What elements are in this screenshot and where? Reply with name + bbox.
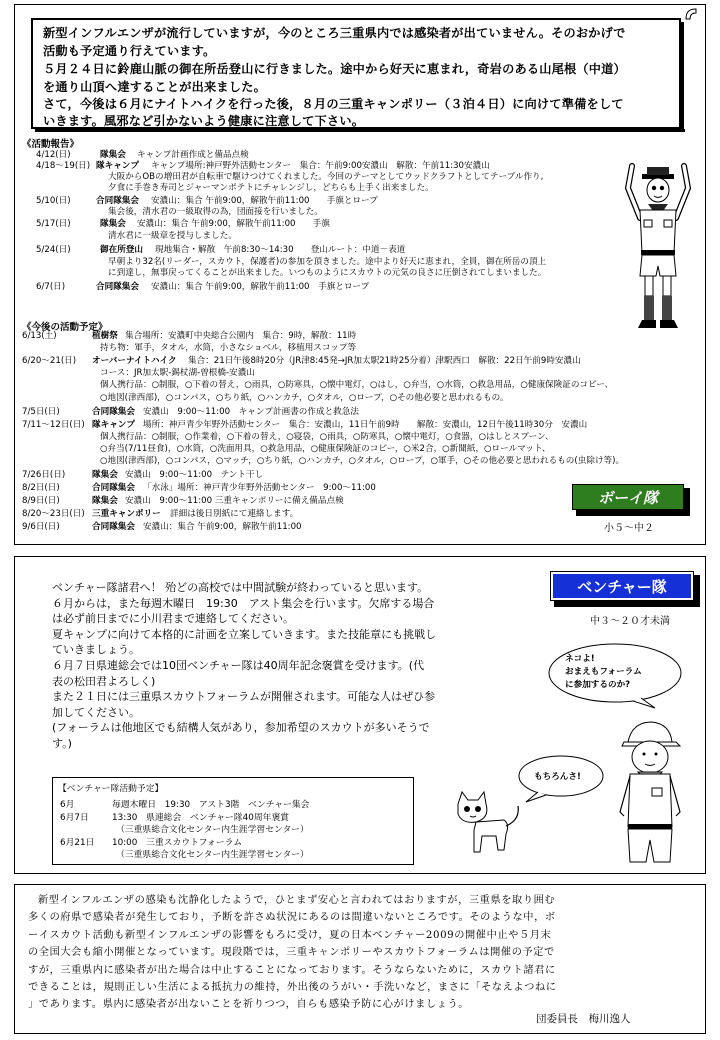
plan-event: 植樹祭 [92, 331, 118, 341]
plan-detail: 「水泳」場所：神戸青少年野外活動センター 9:00～11:00 [143, 483, 376, 493]
plan-event: 隊集会 [92, 470, 118, 480]
plan-detail: 安濃山 9:00～11:00 三重キャンポリーに備え備品点検 [125, 496, 344, 506]
plan-event: 隊集会 [92, 496, 118, 506]
bottom-line: 」であります。県内に感染者が出ないことを祈りつつ，自らも感染予防に心がけましょう。 [28, 999, 470, 1011]
report-event: 隊集会 [100, 150, 126, 160]
question-bubble-line: に参加するのか? [565, 680, 631, 690]
report-detail: 安濃山：集合 午前9:00，解散午前11:00 手旗とロープ [151, 282, 370, 292]
cat-illustration [448, 790, 526, 864]
notice-line: ５月２４日に鈴鹿山脈の御在所岳登山に行きました。途中から好天に恵まれ，奇岩のある山尾根（中道） [43, 62, 626, 76]
boy-scout-title-plate [572, 484, 684, 510]
report-date: 4/12(日) [36, 150, 71, 160]
venture-schedule-date: 6月21日 [60, 837, 95, 848]
plan-event: 合同隊集会 [92, 407, 135, 417]
bottom-line: 多くの府県で感染者が発生しており，予断を許さぬ状況にあるのは間違いないところです。そのような中，ボ [28, 912, 556, 924]
report-detail: キャンプ場所:神戸野外活動センター 集合：午前9:00安濃山 解散：午前11:30安濃山 [151, 161, 490, 171]
venture-line: す。) [52, 737, 72, 750]
venture-line: 夏キャンプに向けて本格的に計画を立案していきます。また技能章にも挑戦し [52, 627, 437, 641]
venture-line: ベンチャー隊諸君へ！ 殆どの高校では中間試験が終わっていると思います。 [52, 581, 429, 594]
report-detail: 安濃山：集合 午前9:00，解散午前11:00 手旗とロープ [151, 196, 378, 206]
plan-detail: 安濃山 9:00～11:00 キャンプ計画書の作成と救急法 [143, 407, 359, 417]
report-detail: 夕食に手巻き寿司とジャーマンポテトにチャレンジし，どちらも上手く出来ました。 [108, 183, 434, 193]
report-event: 隊キャンプ [96, 161, 139, 171]
report-event: 隊集会 [100, 219, 126, 229]
notice-line: を通り山頂へ達することが出来ました。 [43, 80, 266, 94]
venture-line: 加してください。 [52, 705, 140, 719]
venture-schedule-date: 6月 [60, 800, 75, 810]
plan-detail: 個人携行品：○制服，○作業着，○下着の替え，○寝袋，○雨具，○防寒具，○懐中電灯，○食器，○はしとスプーン、 [100, 432, 554, 442]
report-detail: 早朝より32名(リーダー，スカウト，保護者)の参加を頂きました。途中より好天に恵まれ，全員，御在所岳の頂上 [108, 257, 547, 267]
notice-box [31, 18, 681, 129]
report-date: 5/10(日) [36, 196, 71, 206]
plan-detail: 持ち物：軍手，タオル，水筒，小さなショベル，移植用スコップ等 [100, 343, 357, 353]
venture-ages: 中３～２０才未満 [590, 616, 670, 627]
report-date: 6/7(日) [36, 282, 66, 292]
question-bubble-line: ネコよ! [565, 654, 595, 664]
venture-schedule-date: 6月7日 [60, 812, 89, 823]
signature: 団委員長 梅川逸人 [536, 1013, 631, 1025]
bottom-line: すが，三重県内に感染者が出た場合は中止することになっております。そうならないために，スカウト諸君に [28, 964, 556, 976]
bottom-line: 新型インフルエンザの感染も沈静化したようで，ひとまず安心と言われてはおりますが，三重県を取り囲む [38, 895, 556, 906]
plan-date: 6/20～21(日) [22, 356, 77, 366]
plan-date: 7/26日(日) [22, 470, 66, 480]
venture-schedule-detail: 10:00 三重スカウトフォーラム [112, 837, 243, 848]
venture-title-plate [550, 571, 694, 601]
plan-date: 9/6日(日) [22, 522, 60, 532]
plan-detail: ○地図(津西部)，○コンパス，○ちり紙，○ハンカチ，○タオル，○ロープ，○その他必要と思われるもの。 [100, 393, 509, 403]
report-detail: に到達し，無事戻ってくることが出来ました。いつものようにスカウトの元気の良さに圧倒されてしまいました。 [108, 268, 547, 278]
venture-scout-illustration [600, 712, 700, 876]
answer-bubble-text: もちろんさ! [534, 772, 581, 782]
venture-schedule-detail: （三重県総合文化センター内生涯学習センター） [116, 825, 309, 836]
venture-line: は必ず前日までに小川君まで連絡してください。 [52, 612, 294, 626]
plan-event: オーバーナイトハイク [92, 356, 177, 366]
report-date: 4/18～19(日) [36, 161, 91, 171]
plan-header: 《今後の活動予定》 [22, 322, 108, 333]
boy-scout-badge [572, 484, 688, 514]
plan-detail: ○地図(津西部)，○コンパス，○マッチ，○ちり紙，○ハンカチ，○タオル，○ロープ，○軍手，○その他必要と思われるもの(虫除け等)。 [100, 456, 625, 466]
report-detail: 清水君に一級章を授与しました。 [108, 231, 237, 241]
plan-detail: ○弁当(7/11昼食)，○水筒，○洗面用具，○救急用品，○健康保険証のコピー，○米2合，○新聞紙，○ロールマット、 [100, 444, 551, 454]
report-date: 5/24(日) [36, 245, 71, 255]
report-event: 合同隊集会 [96, 196, 139, 206]
plan-date: 7/5日(日) [22, 407, 60, 417]
bottom-line: の全国大会も縮小開催となっています。現段階では，三重キャンポリーやスカウトフォーラムは開催の予定で [28, 947, 555, 959]
venture-line: (フォーラムは他地区でも結構人気があり，参加希望のスカウトが多いそうで [52, 721, 430, 735]
plan-detail: 安濃山 9:00～11:00 テント干し [125, 470, 264, 480]
plan-date: 7/11～12日(日) [22, 420, 85, 430]
plan-detail: 安濃山：集合 午前9:00，解散午前11:00 [143, 522, 302, 532]
venture-line: また２１日には三重県スカウトフォーラムが開催されます。可能な人はぜひ参 [52, 690, 436, 704]
plan-date: 6/13(土) [22, 331, 57, 341]
report-detail: キャンプ計画作成と備品点検 [137, 150, 249, 160]
venture-schedule-detail: 毎週木曜日 19:30 アスト3階 ベンチャー集会 [112, 800, 310, 810]
venture-line: 表の松田君よろしく) [52, 674, 156, 688]
plan-event: 隊キャンプ [92, 420, 135, 430]
venture-schedule-detail: （三重県総合文化センター内生涯学習センター） [116, 850, 309, 861]
venture-schedule-header: 【ベンチャー隊活動予定】 [58, 784, 164, 794]
boy-scout-illustration [618, 158, 698, 342]
notice-box-shadow [681, 22, 684, 132]
report-detail: 安濃山：集合 午前9:00，解散午前11:00 手旗 [137, 219, 330, 229]
plan-detail: 集合：21日午後8時20分（JR津8:45発→JR加太駅21時25分着）津駅西口 解散：22日午前9時安濃山 [188, 356, 581, 366]
question-bubble-line: おまえもフォーラム [565, 667, 642, 677]
notice-line: いきます。風邪など引かないよう健康に注意して下さい。 [43, 114, 365, 128]
report-event: 合同隊集会 [96, 282, 139, 292]
plan-detail: 場所：神戸青少年野外活動センター 集合：安濃山，11日午前9時 解散：安濃山，12日午後11時30分 安濃山 [143, 420, 588, 430]
notice-line: さて，今後は６月にナイトハイクを行った後，８月の三重キャンポリー（３泊４日）に向けて準備をして [43, 97, 624, 111]
plan-event: 合同隊集会 [92, 522, 135, 532]
venture-line: ６月７日県連総会では10団ベンチャー隊は40周年記念褒賞を受けます。(代 [52, 659, 425, 672]
plan-detail: 詳細は後日別紙にて連絡します。 [170, 509, 299, 519]
report-date: 5/17(日) [36, 219, 71, 229]
venture-title-inner [553, 574, 691, 598]
venture-schedule-detail: 13:30 県連総会 ベンチャー隊40周年褒賞 [112, 812, 290, 823]
report-detail: 現地集合・解散 午前8:30～14:30 登山ルート：中道－表道 [155, 245, 406, 255]
boy-scout-ages: 小５～中２ [604, 523, 654, 534]
venture-title: ベンチャー隊 [577, 577, 667, 596]
plan-date: 8/20～23日(日) [22, 509, 85, 519]
plan-date: 8/9日(日) [22, 496, 60, 506]
plan-detail: 個人携行品：○制服，○下着の替え，○雨具，○防寒具，○懐中電灯，○はし，○弁当，○水筒，○救急用品，○健康保険証のコピー、 [100, 380, 614, 390]
report-detail: 集会後，清水君の一級取得の為，団面接を行いました。 [108, 207, 323, 217]
venture-line: ていきましょう。 [52, 643, 140, 657]
report-header: 《活動報告》 [22, 139, 80, 150]
plan-event: 三重キャンポリー [92, 509, 161, 519]
notice-line: 活動も予定通り行えています。 [43, 44, 216, 58]
notice-line: 新型インフルエンザが流行していますが，今のところ三重県内では感染者が出ていません。そのおかげで [43, 26, 626, 40]
bottom-line: できることは，規則正しい生活による抵抗力の維持，外出後のうがい・手洗いなど，まさに「そなえよつねに [28, 982, 557, 993]
plan-detail: 集合場所：安濃町中央総合公園内 集合：9時，解散：11時 [125, 331, 357, 341]
notice-box-shadow [35, 129, 685, 132]
venture-line: ６月からは，また毎週木曜日 19:30 アスト集会を行います。欠席する場合 [52, 596, 435, 610]
boy-scout-title: ボーイ隊 [597, 488, 658, 507]
report-detail: 大阪からOBの増田君が自転車で駆けつけてくれました。今回のテーマとしてウッドクラフトとしてテーブル作り, [108, 172, 544, 182]
plan-date: 8/2日(日) [22, 483, 60, 493]
plan-detail: コース：JR加太駅-錫杖湖-曽根橋-安濃山 [100, 368, 255, 378]
venture-badge [550, 571, 700, 607]
report-event: 御在所登山 [100, 245, 143, 255]
bottom-line: ーイスカウト活動も新型インフルエンザの影響をもろに受け，夏の日本ベンチャー2009の開催中止や５月末 [28, 929, 552, 941]
page-curl-icon [684, 7, 698, 24]
plan-event: 合同隊集会 [92, 483, 135, 493]
